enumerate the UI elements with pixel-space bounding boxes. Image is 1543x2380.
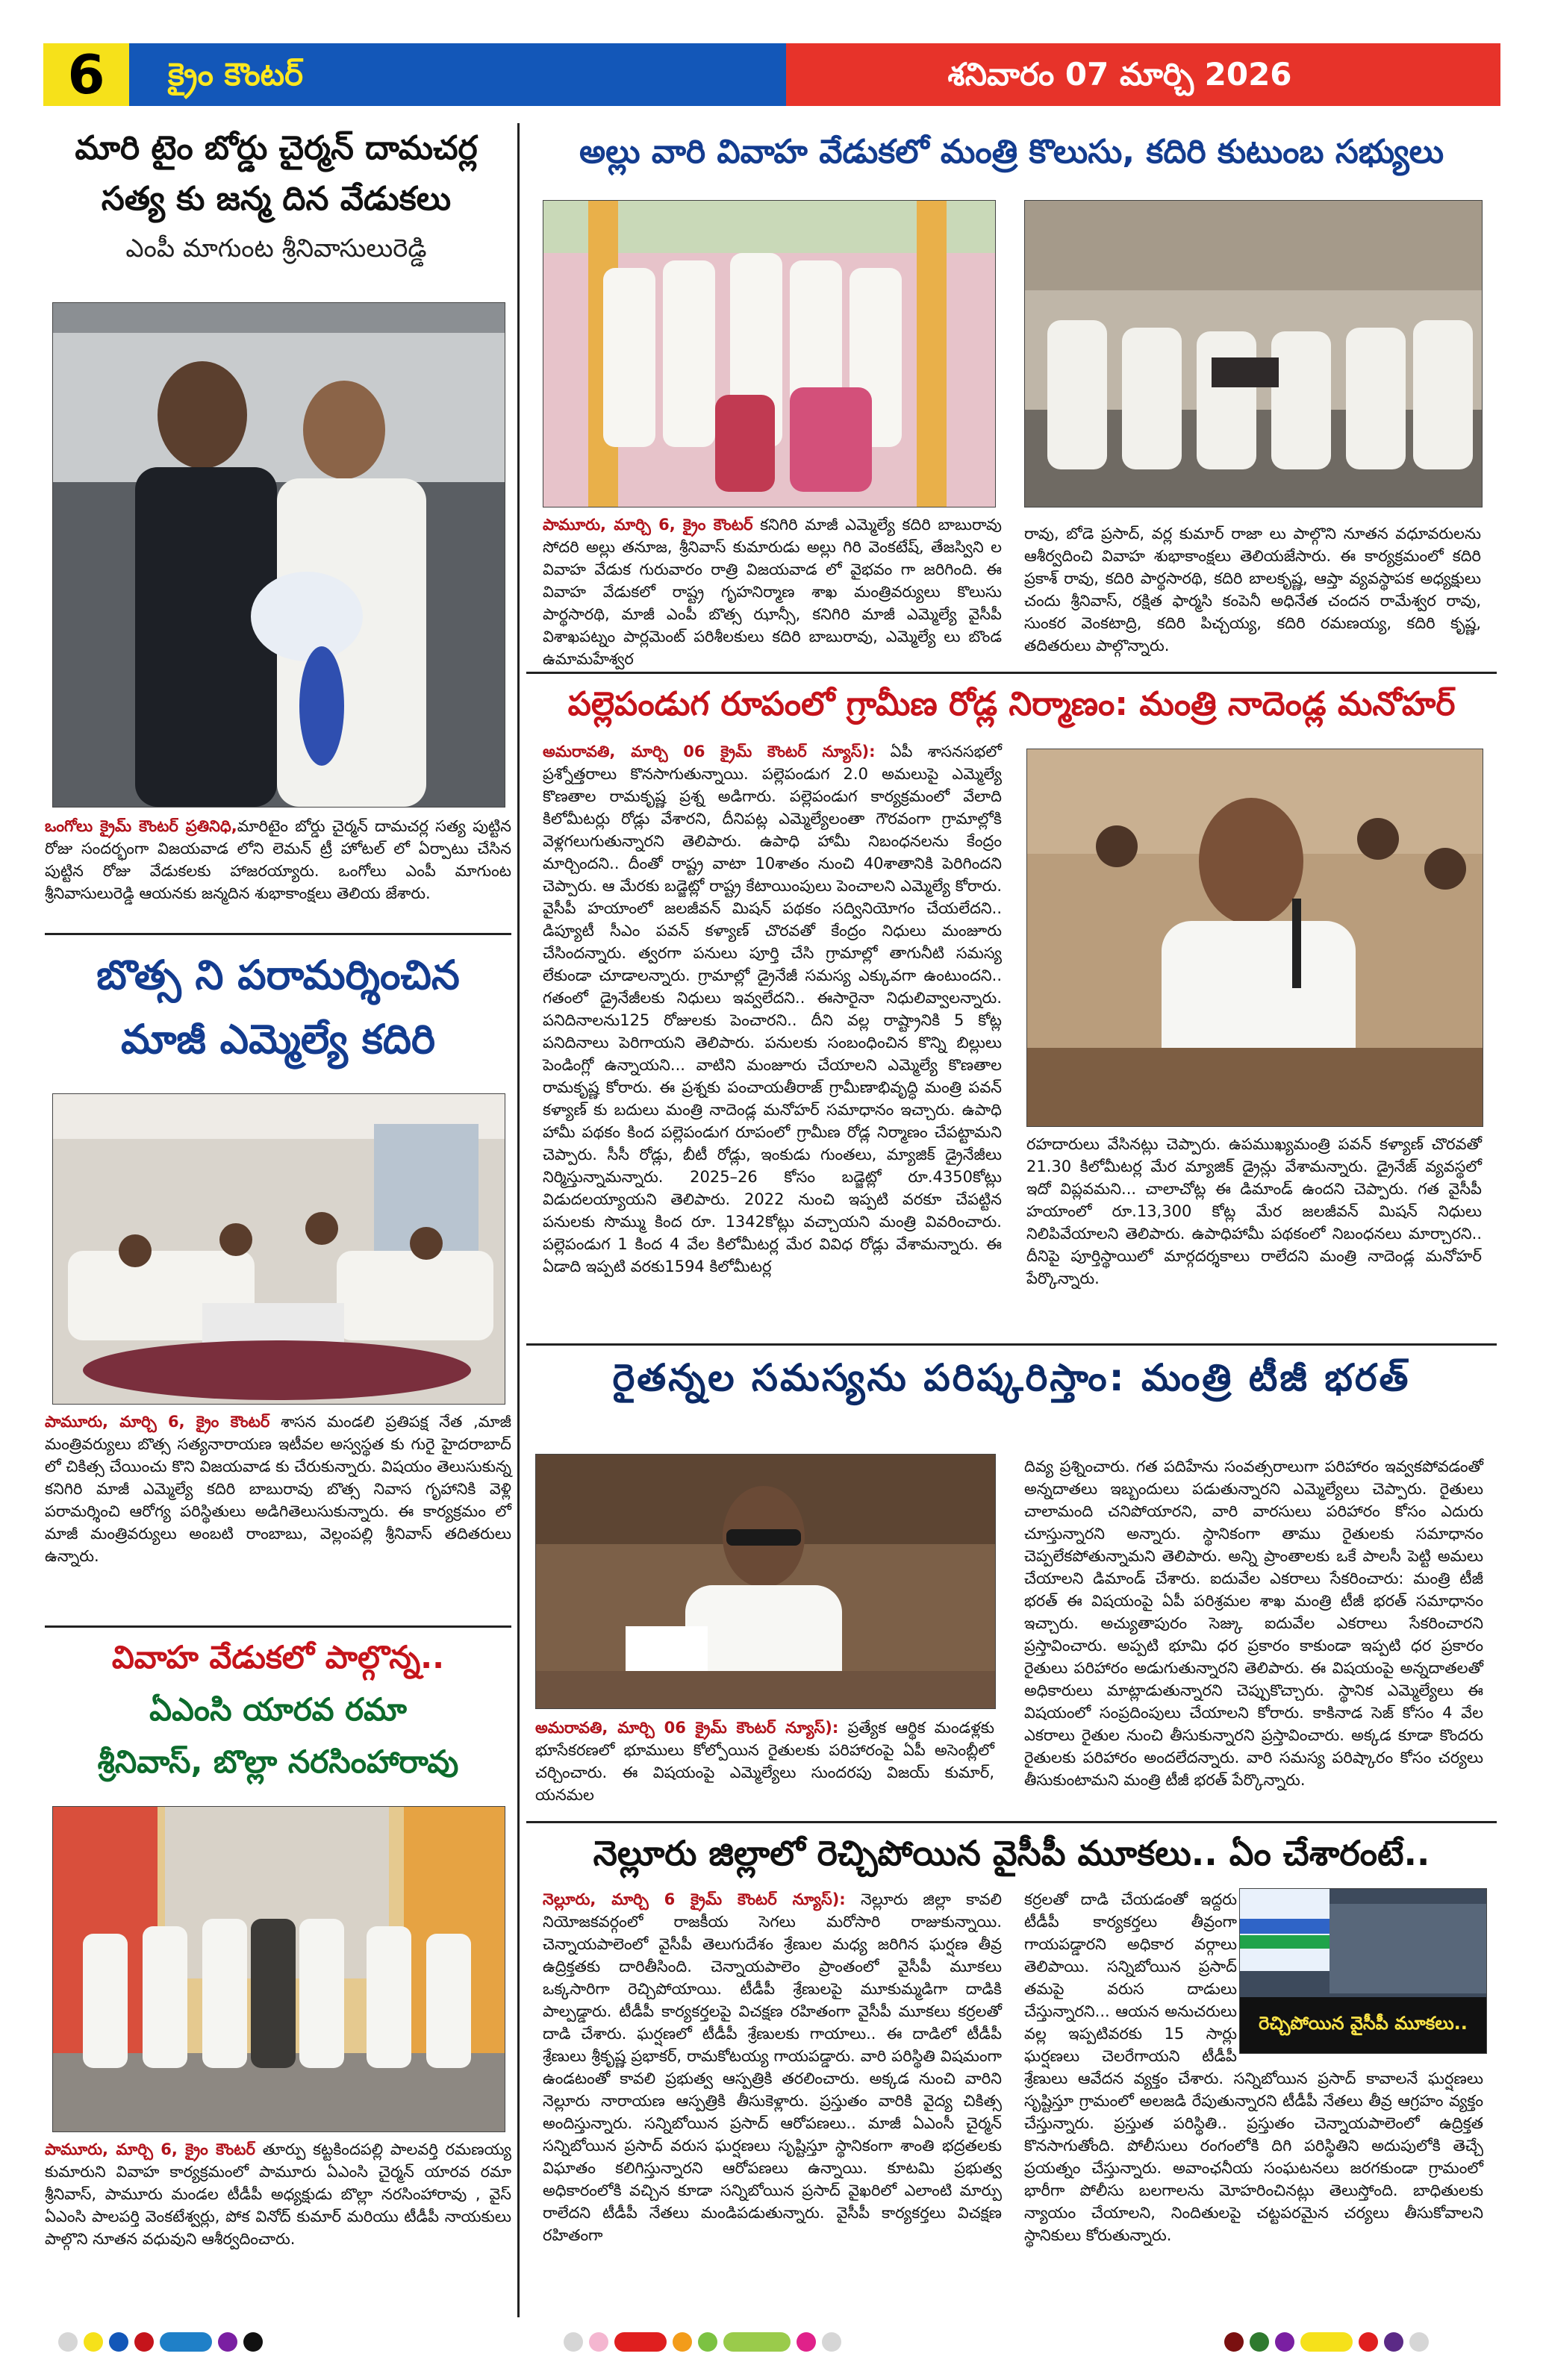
right-story1-text-left: కనిగిరి మాజీ ఎమ్మెల్యే కదిరి బాబురావు సోదరి అల్లు తనూజ, శ్రీనివాస్ కుమారుడు అల్లు గిరి వెంకటేష్, తేజస్విని ల వివాహ వేడుక గురువారం రాత్రి విజయవాడ లో వైభవం గా జరిగింది. ఈ వివాహ వేడుకలో రాష్ట్ర గృహనిర్మాణ శాఖ మంత్రివర్యులు కొలుసు పార్థసారథి, మాజీ ఎంపీ బొత్స ఝాన్సీ, కనిగిరి మాజీ ఎమ్మెల్యే వైసీపీ విశాఖపట్నం పార్లమెంట్ పరిశీలకులు కదిరి బాబురావు, ఎమ్మెల్యే లు బొండ ఉమామహేశ్వర xyxy=(543,516,1002,668)
right-story4-dateline: నెల్లూరు, మార్చి 6 క్రైమ్ కౌంటర్ న్యూస్): xyxy=(543,1890,846,1908)
visit-photo-illustration xyxy=(53,1094,505,1404)
right-divider-1 xyxy=(526,672,1497,674)
left-story3-headline-1: వివాహ వేడుకలో పాల్గొన్న.. xyxy=(111,1639,445,1675)
left-story2-headline-1: బొత్స ని పరామర్శించిన xyxy=(96,952,460,999)
color-dot xyxy=(564,2332,583,2352)
page-number: 6 xyxy=(43,43,129,106)
right-story3-text-left: ప్రత్యేక ఆర్థిక మండళ్లకు భూసేకరణలో భూములు కోల్పోయిన రైతులకు పరిహారంపై ఏపీ అసెంబ్లీలో చర్చించారు. ఈ విషయంపై ఎమ్మెల్యేలు సుందరపు విజయ్ కుమార్, యనమల xyxy=(535,1719,994,1804)
right-story3-body-left xyxy=(535,1717,994,1814)
footer-color-strip-center xyxy=(564,2332,841,2352)
right-divider-3 xyxy=(526,1821,1497,1823)
left-story1-dateline: ఒంగోలు క్రైమ్ కౌంటర్ ప్రతినిధి, xyxy=(45,817,237,835)
right-story2-dateline: అమరావతి, మార్చి 06 క్రైమ్ కౌంటర్ న్యూస్): xyxy=(543,743,876,760)
footer-color-strip-right xyxy=(1224,2332,1429,2352)
nadendla-assembly-illustration xyxy=(1027,749,1483,1126)
left-story1-body xyxy=(45,815,511,928)
right-story4-text-left: నెల్లూరు జిల్లా కావలి నియోజకవర్గంలో రాజకీయ సెగలు మరోసారి రాజుకున్నాయి. చెన్నాయపాలెంలో వైసీపీ తెలుగుదేశం శ్రేణుల మధ్య జరిగిన ఘర్షణ తీవ్ర ఉద్రిక్తతకు దారితీసింది. చెన్నాయపాలెం ప్రాంతంలో వైసీపీ మూకలు ఒక్కసారిగా రెచ్చిపోయాయి. టీడీపీ శ్రేణులపై మూకుమ్మడిగా దాడికి పాల్పడ్డారు. టీడీపీ కార్యకర్తలపై విచక్షణ రహితంగా వైసీపీ మూకలు కర్రలతో దాడి చేశారు. ఘర్షణలో టీడీపీ శ్రేణులకు గాయాలు.. ఈ దాడిలో టీడీపీ శ్రేణులు శ్రీకృష్ణ ప్రభాకర్, రామకోటయ్య గాయపడ్డారు. వారి పరిస్థితి విషమంగా ఉండటంతో కావలి ప్రభుత్వ ఆస్పత్రికి తరలించారు. అక్కడ నుంచి వారిని నెల్లూరు నారాయణ ఆస్పత్రికి తీసుకెళ్లారు. ప్రస్తుతం వారికి వైద్య చికిత్స అందిస్తున్నారు. సన్నిబోయిన ప్రసాద్ ఆరోపణలు.. మాజీ ఏఎంసీ చైర్మన్ సన్నిబోయిన ప్రసాద్ వరుస ఘర్షణలు సృష్టిస్తూ స్థానికంగా శాంతి భద్రతలకు విఘాతం కలిగిస్తున్నారని ఆరోపణలు ఉన్నాయి. కూటమి ప్రభుత్వ అధికారంలోకి వచ్చిన కూడా సన్నిబోయిన ప్రసాద్ వైఖరిలో ఎలాంటి మార్పు రాలేదని టీడీపీ నేతలు మండిపడుతున్నారు. వైసీపీ కార్యకర్తలు విచక్షణ రహితంగా xyxy=(543,1890,1002,2244)
color-dot xyxy=(1224,2332,1244,2352)
tg-bharath-assembly-photo xyxy=(535,1454,996,1709)
color-dot xyxy=(134,2332,154,2352)
color-bar xyxy=(614,2332,667,2352)
right-story4-body-right xyxy=(1024,1888,1483,2306)
color-dot xyxy=(589,2332,608,2352)
left-story2-body xyxy=(45,1411,511,1620)
birthday-photo xyxy=(52,302,505,808)
ysrcp-clash-photo-caption: రెచ్చిపోయిన వైసీపీ మూకలు.. xyxy=(1259,2013,1468,2034)
right-story4-text-right: కర్రలతో దాడి చేయడంతో ఇద్దరు టీడీపీ కార్యకర్తలు తీవ్రంగా గాయపడ్డారని అధికార వర్గాలు తెలిపాయి. సన్నిబోయిన ప్రసాద్ తమపై వరుస దాడులు చేస్తున్నారని... ఆయన అనుచరులు వల్ల ఇప్పటివరకు 15 సార్లు ఘర్షణలు చెలరేగాయని టీడీపీ శ్రేణులు ఆవేదన వ్యక్తం చేశారు. సన్నిబోయిన ప్రసాద్ కావాలనే ఘర్షణలు సృష్టిస్తూ గ్రామంలో అలజడి రేపుతున్నారని టీడీపీ నేతలు తీవ్ర ఆగ్రహం వ్యక్తం చేస్తున్నారు. ప్రస్తుత పరిస్థితి.. ప్రస్తుతం చెన్నాయపాలెంలో ఉద్రిక్తత కొనసాగుతోంది. పోలీసులు రంగంలోకి దిగి పరిస్థితిని అదుపులోకి తెచ్చే ప్రయత్నం చేస్తున్నారు. అవాంఛనీయ సంఘటనలు జరగకుండా గ్రామంలో భారీగా పోలీసు బలగాలను మోహరించినట్లు తెలుస్తోంది. బాధితులకు న్యాయం చేయాలని, నిందితులపై చట్టపరమైన చర్యలు తీసుకోవాలని స్థానికులు కోరుతున్నారు. xyxy=(1024,1890,1483,2244)
right-story2-text-left: ఏపీ శాసనసభలో ప్రశ్నోత్తరాలు కొనసాగుతున్నాయి. పల్లెపండుగ 2.0 అమలుపై ఎమ్మెల్యే కొణతాల రామకృష్ణ ప్రశ్న అడిగారు. పల్లెపండుగ కార్యక్రమంలో వేలాది కిలోమీటర్లు రోడ్లు వేశారని, దీనిపట్ల ఎమ్మెల్యేలంతా గౌరవంగా గ్రామాల్లోకి వెళ్లగలుగుతున్నారని తెలిపారు. ఉపాధి హామీ నిబంధనలను కేంద్రం మార్చిందని.. దీంతో రాష్ట్ర వాటా 10శాతం నుంచి 40శాతానికి పెరిగిందని చెప్పారు. ఆ మేరకు బడ్జెట్లో రాష్ట్ర కేటాయింపులు పెంచాలని ఎమ్మెల్యే కోరారు. వైసీపీ హయాంలో జలజీవన్ మిషన్ పథకం సద్వినియోగం చేయలేదని.. డిప్యూటీ సీఎం పవన్ కళ్యాణ్ చొరవతో కేంద్రం నిధులు మంజూరు చేసిందన్నారు. త్వరగా పనులు పూర్తి చేసి గ్రామాల్లో తాగునీటి సమస్య లేకుండా చూడాలన్నారు. గ్రామాల్లో డ్రైనేజీ సమస్య ఎక్కువగా ఉంటుందని.. గతంలో డ్రైనేజీలకు నిధులు ఇవ్వలేదని.. ఈసారైనా నిధులివ్వాలన్నారు. పనిదినాలను125 రోజులకు పెంచారని.. దీని వల్ల రాష్ట్రానికి 5 కోట్ల పనిదినాలు పెరిగాయని తెలిపారు. పనులకు సంబంధించిన కొన్ని బిల్లులు పెండింగ్లో ఉన్నాయని... వాటిని మంజూరు చేయాలని ఎమ్మెల్యే కొణతాల రామకృష్ణ కోరారు. ఈ ప్రశ్నకు పంచాయతీరాజ్ గ్రామీణాభివృద్ధి మంత్రి పవన్ కళ్యాణ్ కు బదులు మంత్రి నాదెండ్ల మనోహర్ సమాధానం ఇచ్చారు. ఉపాధి హామీ పథకం కింద పల్లెపండుగ రూపంలో గ్రామీణ రోడ్ల నిర్మాణం చేపట్టామని చెప్పారు. సీసీ రోడ్లు, బీటీ రోడ్లు, ఇంకుడు గుంతలు, మ్యాజిక్ డ్రైనేజీలు నిర్మిస్తున్నామన్నారు. 2025–26 కోసం బడ్జెట్లో రూ.4350కోట్లు విడుదలయ్యాయని తెలిపారు. 2022 నుంచి ఇప్పటి వరకూ చేపట్టిన పనులకు సొమ్ము కింద రూ. 1342కోట్లు వచ్చాయని మంత్రి వివరించారు. పల్లెపండుగ 1 కింద 4 వేల కిలోమీటర్ల మేర వివిధ రోడ్లు వేశామన్నారు. ఈ ఏడాది ఇప్పటి వరకు1594 కిలోమీటర్ల xyxy=(543,743,1002,1275)
right-story4-headline: నెల్లూరు జిల్లాలో రెచ్చిపోయిన వైసీపీ మూకలు.. ఏం చేశారంటే.. xyxy=(593,1833,1430,1873)
column-divider xyxy=(517,123,520,2317)
right-story3-body-right: దివ్య ప్రశ్నించారు. గత పదిహేను సంవత్సరాలుగా పరిహారం ఇవ్వకపోవడంతో అన్నదాతలు ఇబ్బందులు పడుతున్నారని ఎమ్మెల్యేలు చెప్పారు. రైతులు చాలామంది చనిపోయారని, వారి వారసులు పరిహారం కోసం ఎదురు చూస్తున్నారని అన్నారు. స్థానికంగా తాము రైతులకు సమాధానం చెప్పలేకపోతున్నామని తెలిపారు. అన్ని ప్రాంతాలకు ఒకే పాలసీ పెట్టి అమలు చేయాలని డిమాండ్ చేశారు. ఐదువేల ఎకరాలు సేకరించారు: మంత్రి టీజీ భరత్ ఈ విషయంపై ఏపీ పరిశ్రమల శాఖ మంత్రి టీజీ భరత్ సమాధానం ఇచ్చారు. అచ్యుతాపురం సెజ్కు ఐదువేల ఎకరాలు సేకరించారని ప్రస్తావించారు. అప్పటి భూమి ధర ప్రకారం కాకుండా ఇప్పటి ధర ప్రకారం రైతులు పరిహారం అడుగుతున్నారని తెలిపారు. ఈ విషయంపై అన్నదాతలతో అధికారులు మాట్లాడుతున్నారని చెప్పుకొచ్చారు. స్థానిక ఎమ్మెల్యేలు ఈ విషయంలో సంప్రదింపులు చేయాలని కోరారు. కాకినాడ సెజ్ కోసం 4 వేల ఎకరాలు రైతుల నుంచి తీసుకున్నారని ప్రస్తావించారు. అక్కడ కూడా కొందరు రైతులకు పరిహారం అందలేదన్నారు. వారి సమస్య పరిష్కారం కోసం చర్యలు తీసుకుంటామని మంత్రి టీజీ భరత్ పేర్కొన్నారు. xyxy=(1024,1458,1483,1789)
photo-wrap-spacer xyxy=(1237,1888,1483,2058)
color-dot xyxy=(1409,2332,1429,2352)
right-story1-dateline: పామూరు, మార్చి 6, క్రైం కౌంటర్ xyxy=(543,516,753,534)
color-dot xyxy=(1359,2332,1378,2352)
left-story1-subhead: ఎంపీ మాగుంట శ్రీనివాసులురెడ్డి xyxy=(125,234,427,263)
visit-photo xyxy=(52,1093,505,1405)
left-story3-dateline: పామూరు, మార్చి 6, క్రైం కౌంటర్ xyxy=(45,2140,255,2158)
color-dot xyxy=(84,2332,103,2352)
left-story3-text: తూర్పు కట్టకిందపల్లి పాలవర్తి రమణయ్య కుమారుని వివాహ కార్యక్రమంలో పామూరు ఏఎంసి చైర్మన్ యారవ రమా శ్రీనివాస్, పామూరు మండల టీడీపీ అధ్యక్షుడు బొల్లా నరసింహారావు , వైస్ ఏఎంసి పాలపర్తి వెంకటేశ్వర్లు, పోక వినోద్ కుమార్ మరియు టీడీపీ నాయకులు పాల్గొని నూతన వధువుని ఆశీర్వదించారు. xyxy=(45,2140,511,2248)
color-dot xyxy=(218,2332,237,2352)
allu-wedding-stage-illustration xyxy=(543,201,995,507)
wedding-group-photo xyxy=(52,1806,505,2132)
color-dot xyxy=(1384,2332,1403,2352)
right-story3-dateline: అమరావతి, మార్చి 06 క్రైమ్ కౌంటర్ న్యూస్): xyxy=(535,1719,839,1737)
left-story2-headline-2: మాజీ ఎమ్మెల్యే కదిరి xyxy=(120,1016,436,1063)
right-story2-body-right: రహదారులు వేసినట్లు చెప్పారు. ఉపముఖ్యమంత్రి పవన్ కళ్యాణ్ చొరవతో 21.30 కిలోమీటర్ల మేర మ్యాజిక్ డ్రైన్లు వేశామన్నారు. డ్రైనేజ్ వ్యవస్థలో ఇదో విప్లవమని... చాలాచోట్ల ఈ డిమాండ్ ఉందని చెప్పారు. గత వైసీపీ హయాంలో రూ.13,300 కోట్ల మేర జలజీవన్ మిషన్ నిధులు నిలిపివేయాలని తెలిపారు. ఉపాధిహామీ పథకంలో నిబంధనలు మార్చారని.. దీనిపై పూర్తిస్థాయిలో మార్గదర్శకాలు రాలేదని మంత్రి నాదెండ్ల మనోహర్ పేర్కొన్నారు. xyxy=(1026,1135,1482,1287)
left-story1-headline-1: మారి టైం బోర్డు చైర్మన్ దామచర్ల xyxy=(75,129,478,167)
right-story1-headline: అల్లు వారి వివాహ వేడుకలో మంత్రి కొలుసు, కదిరి కుటుంబ సభ్యులు xyxy=(579,133,1444,171)
color-dot xyxy=(822,2332,841,2352)
left-story2-dateline: పామూరు, మార్చి 6, క్రైం కౌంటర్ xyxy=(45,1413,270,1431)
right-divider-2 xyxy=(526,1343,1497,1346)
right-story1-body-left xyxy=(543,513,1002,668)
right-story4-body-left xyxy=(543,1888,1002,2306)
left-story1-text: మారిటైం బోర్డు చైర్మన్ దామచర్ల సత్య పుట్టిన రోజు సందర్భంగా విజయవాడ లోని లెమన్ ట్రీ హోటల్ లో ఏర్పాటు చేసిన పుట్టిన రోజు వేడుకలకు హాజరయ్యారు. ఒంగోలు ఎంపీ మాగుంట శ్రీనివాసులురెడ్డి ఆయనకు జన్మదిన శుభాకాంక్షలు తెలియ జేశారు. xyxy=(45,817,511,902)
footer-color-strip-left xyxy=(58,2332,263,2352)
color-dot xyxy=(109,2332,128,2352)
wedding-group-photo-illustration xyxy=(53,1807,505,2131)
right-story1-body-right: రావు, బోడె ప్రసాద్, వర్ల కుమార్ రాజా లు పాల్గొని నూతన వధూవరులను ఆశీర్వదించి వివాహ శుభాకాంక్షలు తెలియజేసారు. ఈ కార్యక్రమంలో కదిరి ప్రకాశ్ రావు, కదిరి పార్థసారథి, కదిరి బాలకృష్ణ, ఆప్తా వ్యవస్థాపక అధ్యక్షులు చందు శ్రీనివాస్, రక్షిత ఫార్మసి కంపెనీ అధినేత చందన రామేశ్వర రావు, సుంకర వెంకటాద్రి, కదిరి పిచ్చయ్య, కదిరి రమణయ్య, కదిరి కృష్ణ, తదితరులు పాల్గొన్నారు. xyxy=(1024,525,1481,655)
left-divider-2 xyxy=(45,1625,511,1628)
allu-wedding-guests-illustration xyxy=(1025,201,1482,507)
tg-bharath-assembly-illustration xyxy=(536,1455,995,1708)
left-divider-1 xyxy=(45,933,511,935)
color-bar xyxy=(160,2332,212,2352)
brand-name: క్రైం కౌంటర్ xyxy=(168,56,303,93)
allu-wedding-stage-photo xyxy=(543,200,996,507)
color-dot xyxy=(1275,2332,1294,2352)
allu-wedding-guests-photo xyxy=(1024,200,1483,507)
left-story3-headline-3: శ్రీనివాస్, బొల్లా నరసింహారావు xyxy=(97,1743,459,1780)
nadendla-assembly-photo xyxy=(1026,749,1483,1127)
issue-date: శనివారం 07 మార్చి 2026 xyxy=(947,56,1292,93)
color-dot xyxy=(58,2332,78,2352)
right-story2-body-left xyxy=(543,740,1002,1337)
color-bar xyxy=(1300,2332,1353,2352)
left-story2-text: శాసన మండలి ప్రతిపక్ష నేత ,మాజీ మంత్రివర్యులు బొత్స సత్యనారాయణ ఇటీవల అస్వస్థత కు గురై హైదరాబాద్ లో చికిత్స చేయించు కొని విజయవాడ కు చేరుకున్నారు. విషయం తెలుసుకున్న కనిగిరి మాజీ ఎమ్మెల్యే కదిరి బాబురావు బొత్స నివాస గృహానికి వెళ్లి పరామర్శించి ఆరోగ్య పరిస్థితులు అడిగితెలుసుకున్నారు. ఈ కార్యక్రమం లో మాజీ మంత్రివర్యులు అంబటి రాంబాబు, వెల్లంపల్లి శ్రీనివాస్ తదితరులు ఉన్నారు. xyxy=(45,1413,511,1565)
color-dot xyxy=(1250,2332,1269,2352)
left-story1-headline-2: సత్య కు జన్మ దిన వేడుకలు xyxy=(101,180,452,218)
color-dot xyxy=(797,2332,816,2352)
left-story3-body xyxy=(45,2138,511,2295)
right-story2-headline: పల్లెపండుగ రూపంలో గ్రామీణ రోడ్ల నిర్మాణం: మంత్రి నాదెండ్ల మనోహర్ xyxy=(567,685,1456,723)
right-story3-headline: రైతన్నల సమస్యను పరిష్కరిస్తాం: మంత్రి టీజీ భరత్ xyxy=(612,1356,1411,1399)
color-dot xyxy=(673,2332,692,2352)
color-dot xyxy=(698,2332,717,2352)
color-dot xyxy=(243,2332,263,2352)
color-bar xyxy=(723,2332,791,2352)
left-story3-headline-2: ఏఎంసి యారవ రమా xyxy=(149,1691,407,1728)
birthday-photo-illustration xyxy=(53,303,505,807)
